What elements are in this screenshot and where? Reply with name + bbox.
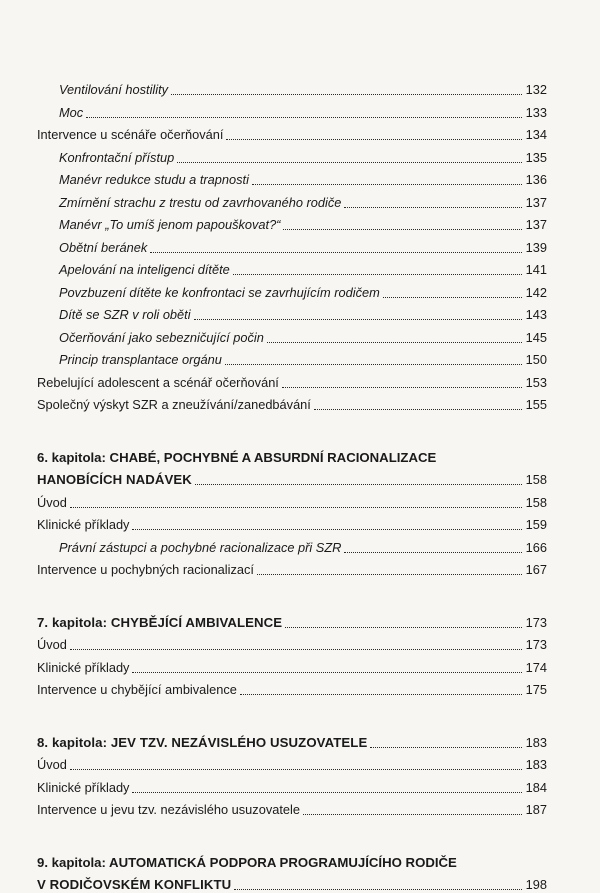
page-number: 150 [525, 352, 547, 367]
toc-entry [37, 753, 547, 773]
toc-entry [59, 101, 547, 121]
dot-leader [150, 251, 522, 253]
dot-leader [86, 116, 522, 118]
toc-entry [37, 371, 547, 391]
dot-leader [283, 228, 522, 230]
page-number: 139 [525, 239, 547, 255]
page-number: 166 [525, 539, 547, 555]
dot-leader [285, 626, 522, 628]
entry-title: Intervence u jevu tzv. nezávislého usuzovatele [37, 802, 300, 817]
chapter-heading: 9. kapitola: AUTOMATICKÁ PODPORA PROGRAMUJÍCÍHO RODIČE [37, 854, 457, 870]
dot-leader [195, 483, 522, 485]
dot-leader [344, 206, 522, 208]
page-number: 137 [525, 217, 547, 232]
entry-title: Intervence u scénáře očerňování [37, 127, 224, 142]
dot-leader [70, 648, 522, 650]
dot-leader [132, 791, 522, 793]
chapter-heading-row [37, 873, 547, 893]
dot-leader [233, 273, 522, 275]
entry-title: Manévr redukce studu a trapnosti [59, 172, 249, 187]
dot-leader [383, 296, 522, 298]
entry-title: Dítě se SZR v roli oběti [59, 307, 191, 322]
dot-leader [171, 93, 522, 95]
page-number: 153 [525, 374, 547, 390]
page-number: 183 [525, 734, 547, 750]
dot-leader [267, 341, 522, 343]
entry-title: Obětní beránek [59, 239, 148, 255]
toc-entry [59, 281, 547, 301]
entry-title: V RODIČOVSKÉM KONFLIKTU [37, 877, 232, 892]
toc-entry [37, 123, 547, 143]
entry-title: Moc [59, 104, 84, 120]
dot-leader [132, 528, 522, 530]
entry-title: Ventilování hostility [59, 82, 169, 97]
entry-title: Zmírnění strachu z trestu od zavrhovaného rodiče [59, 194, 342, 210]
entry-title: 8. kapitola: JEV TZV. NEZÁVISLÉHO USUZOVATELE [37, 734, 368, 750]
toc-entry [59, 236, 547, 256]
toc-entry [37, 558, 547, 578]
entry-title: Úvod [37, 494, 67, 510]
entry-title: Intervence u pochybných racionalizací [37, 562, 254, 577]
dot-leader [70, 768, 522, 770]
entry-title: Klinické příklady [37, 779, 130, 795]
dot-leader [303, 813, 522, 815]
chapter-heading-row [37, 468, 547, 488]
entry-title: Klinické příklady [37, 659, 130, 675]
entry-title: Klinické příklady [37, 517, 130, 532]
entry-title: Apelování na inteligenci dítěte [59, 262, 230, 277]
toc-entry [37, 798, 547, 818]
dot-leader [234, 888, 522, 890]
chapter-heading-row [37, 611, 547, 631]
page-number: 187 [525, 802, 547, 817]
dot-leader [194, 318, 522, 320]
dot-leader [226, 138, 522, 140]
entry-title: Intervence u chybějící ambivalence [37, 682, 237, 697]
toc-entry [59, 326, 547, 346]
entry-title: Společný výskyt SZR a zneužívání/zanedbávání [37, 397, 311, 412]
page-number: 145 [525, 329, 547, 345]
page-number: 173 [525, 637, 547, 652]
dot-leader [132, 671, 522, 673]
page-number: 133 [525, 104, 547, 120]
entry-title: Konfrontační přístup [59, 149, 175, 165]
page-number: 141 [525, 262, 547, 277]
page-number: 143 [525, 307, 547, 322]
page-number: 136 [525, 172, 547, 187]
dot-leader [177, 161, 522, 163]
toc-entry [59, 146, 547, 166]
entry-title: 7. kapitola: CHYBĚJÍCÍ AMBIVALENCE [37, 614, 283, 630]
dot-leader [225, 363, 522, 365]
entry-title: Očerňování jako sebezničující počin [59, 329, 264, 345]
entry-title: Princip transplantace orgánu [59, 352, 222, 367]
page-number: 135 [525, 149, 547, 165]
toc-entry [37, 513, 547, 533]
chapter-heading: 6. kapitola: CHABÉ, POCHYBNÉ A ABSURDNÍ RACIONALIZACE [37, 449, 437, 465]
page-number: 132 [525, 82, 547, 97]
toc-entry [59, 258, 547, 278]
entry-title: Právní zástupci a pochybné racionalizace při SZR [59, 539, 342, 555]
entry-title: Úvod [37, 757, 67, 772]
chapter-heading-row [37, 731, 547, 751]
page-number: 159 [525, 517, 547, 532]
toc-entry [37, 776, 547, 796]
toc-entry [59, 191, 547, 211]
entry-title: HANOBÍCÍCH NADÁVEK [37, 472, 192, 487]
page-number: 173 [525, 614, 547, 630]
toc-entry [37, 491, 547, 511]
toc-entry [59, 303, 547, 323]
page-number: 137 [525, 194, 547, 210]
page-number: 183 [525, 757, 547, 772]
toc-entry [59, 78, 547, 98]
dot-leader [370, 746, 522, 748]
toc-entry [37, 678, 547, 698]
page-number: 158 [525, 472, 547, 487]
page-number: 174 [525, 659, 547, 675]
page-number: 175 [525, 682, 547, 697]
page-number: 142 [525, 284, 547, 300]
dot-leader [344, 551, 522, 553]
toc-entry [59, 213, 547, 233]
page-number: 155 [525, 397, 547, 412]
toc-entry [59, 536, 547, 556]
toc-entry [37, 393, 547, 413]
dot-leader [257, 573, 522, 575]
page-number: 198 [525, 877, 547, 892]
dot-leader [70, 506, 522, 508]
toc-entry [37, 656, 547, 676]
dot-leader [282, 386, 522, 388]
toc-entry [37, 633, 547, 653]
entry-title: Úvod [37, 637, 67, 652]
entry-title: Rebelující adolescent a scénář očerňování [37, 374, 279, 390]
entry-title: Manévr „To umíš jenom papouškovat?“ [59, 217, 281, 232]
entry-title: Povzbuzení dítěte ke konfrontaci se zavrhujícím rodičem [59, 284, 380, 300]
page-number: 167 [525, 562, 547, 577]
page-number: 184 [525, 779, 547, 795]
toc-entry [59, 348, 547, 368]
dot-leader [252, 183, 522, 185]
dot-leader [240, 693, 522, 695]
dot-leader [314, 408, 522, 410]
page-number: 158 [525, 494, 547, 510]
page-number: 134 [525, 127, 547, 142]
toc-entry [59, 168, 547, 188]
